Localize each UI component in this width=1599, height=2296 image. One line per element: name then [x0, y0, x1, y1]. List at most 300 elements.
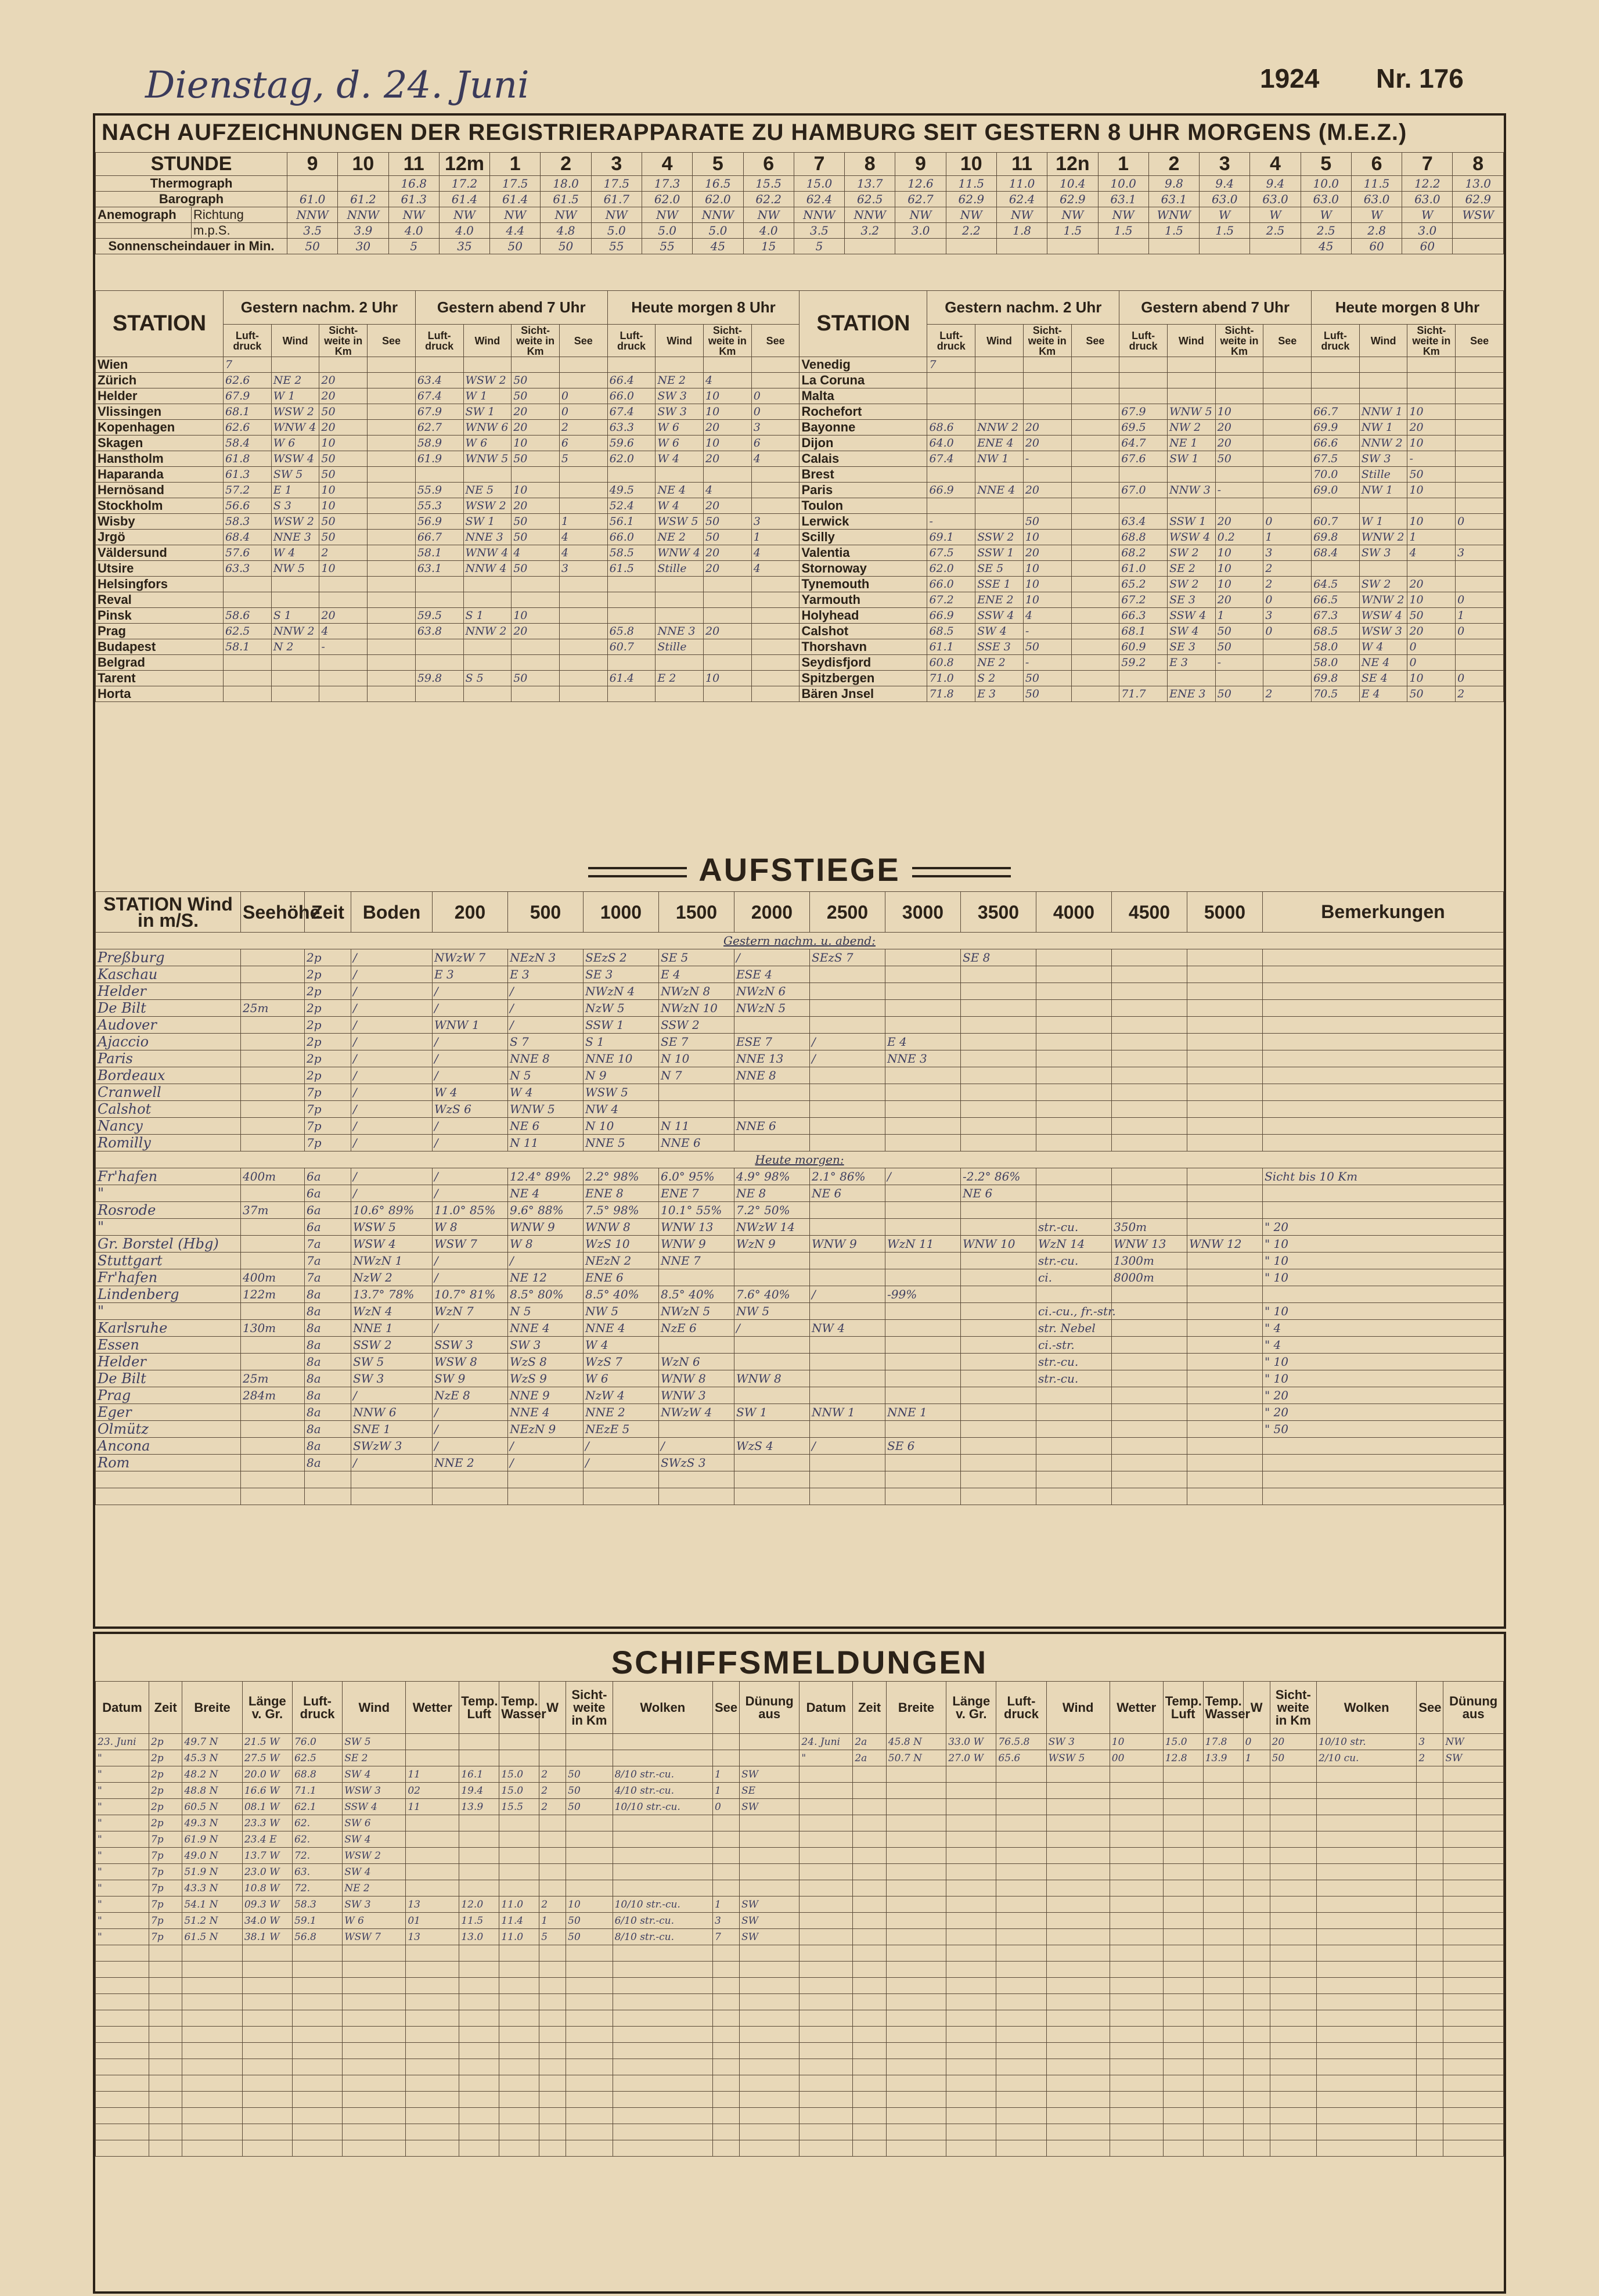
observation-value: 10	[512, 608, 560, 624]
aufstieg-value	[1187, 1337, 1263, 1354]
aufstiege-column-header: Boden	[351, 892, 433, 933]
page-date: Dienstag, d. 24. Juni	[145, 64, 530, 107]
aufstieg-value	[1112, 1455, 1187, 1471]
ship-value: 7	[713, 1929, 740, 1945]
ship-value	[406, 2140, 459, 2157]
aufstieg-value: str.-cu.	[1036, 1370, 1112, 1387]
ship-report-row	[96, 1783, 1504, 1799]
observation-value: W 6	[271, 436, 319, 451]
ship-value	[1317, 2092, 1417, 2108]
ship-value	[996, 1994, 1046, 2010]
aufstieg-value: /	[433, 1067, 508, 1084]
hour-header: 1	[1098, 153, 1148, 176]
aufstieg-value	[885, 1067, 961, 1084]
hourly-value: 4.4	[490, 223, 541, 239]
observation-value: 62.7	[415, 420, 463, 436]
ship-value	[800, 1815, 853, 1831]
observation-value: 2	[1263, 561, 1312, 577]
ship-value	[1203, 1799, 1243, 1815]
ship-value	[406, 2010, 459, 2027]
ship-value	[499, 2059, 539, 2075]
observation-value	[1456, 530, 1504, 545]
ship-value	[1046, 1896, 1110, 1913]
hourly-value: 45	[693, 239, 743, 254]
aufstieg-value: WNW 13	[659, 1219, 734, 1236]
aufstieg-value	[885, 1387, 961, 1404]
hourly-value: 5	[794, 239, 844, 254]
hourly-value: 62.0	[693, 192, 743, 207]
station-row	[96, 577, 1504, 592]
hour-header: 4	[642, 153, 692, 176]
ship-value	[800, 1994, 853, 2010]
aufstieg-value: 6.0° 95%	[659, 1168, 734, 1185]
observation-value	[927, 388, 975, 404]
observation-value: 50	[512, 388, 560, 404]
aufstieg-value: 10.1° 55%	[659, 1202, 734, 1219]
aufstieg-value	[1036, 1185, 1112, 1202]
observation-value: 4	[1407, 545, 1456, 561]
ship-value	[886, 1994, 946, 2010]
station-row	[96, 530, 1504, 545]
aufstieg-value: NzW 5	[584, 1000, 659, 1017]
ship-value	[182, 2027, 242, 2043]
ship-value	[539, 2010, 566, 2027]
hour-header: 11	[388, 153, 439, 176]
ship-value	[613, 1750, 712, 1766]
aufstieg-value	[961, 1438, 1036, 1455]
ship-value	[1417, 1766, 1443, 1783]
observation-value: 55.3	[415, 498, 463, 514]
aufstieg-value: /	[810, 1286, 885, 1303]
ship-value	[96, 2108, 149, 2124]
observation-value	[463, 357, 512, 373]
ship-value	[459, 1734, 499, 1750]
section-label: Heute morgen:	[96, 1151, 1504, 1168]
ship-value	[1443, 1945, 1504, 1962]
observation-value: 10	[704, 436, 752, 451]
aufstieg-value: /	[433, 1269, 508, 1286]
empty-cell	[433, 1471, 508, 1488]
ship-value	[1243, 2027, 1270, 2043]
observation-value	[1023, 404, 1071, 420]
aufstieg-value: SSW 2	[659, 1017, 734, 1034]
observation-value: 67.9	[415, 404, 463, 420]
ship-value	[1443, 1831, 1504, 1848]
ship-value	[1270, 2108, 1316, 2124]
ships-column-header: Sicht-weite in Km	[1270, 1682, 1316, 1734]
aufstieg-value	[241, 1219, 305, 1236]
ship-value	[1270, 2010, 1316, 2027]
empty-cell	[508, 1488, 584, 1505]
station-name: Rom	[96, 1455, 241, 1471]
ship-value	[1270, 1896, 1316, 1913]
ship-value	[566, 2124, 613, 2140]
ship-value	[459, 2092, 499, 2108]
empty-cell	[1112, 1488, 1187, 1505]
hourly-value: NNW	[693, 207, 743, 223]
ship-value	[1443, 2108, 1504, 2124]
ships-column-header: Sicht-weite in Km	[566, 1682, 613, 1734]
observation-value: 66.0	[607, 388, 656, 404]
ship-value: 50.7 N	[886, 1750, 946, 1766]
observation-value: W 4	[1359, 639, 1407, 655]
aufstieg-value	[241, 1337, 305, 1354]
aufstieg-value: WSW 7	[433, 1236, 508, 1253]
hourly-value	[1047, 239, 1098, 254]
ship-value	[1046, 2010, 1110, 2027]
observation-value	[1071, 436, 1119, 451]
aufstieg-value	[1263, 1438, 1504, 1455]
hour-header: 8	[1453, 153, 1504, 176]
station-name: Fr'hafen	[96, 1269, 241, 1286]
observation-value: 50	[319, 530, 368, 545]
ship-report-row	[96, 1766, 1504, 1783]
observation-value: 20	[704, 561, 752, 577]
aufstieg-row	[96, 1370, 1504, 1387]
aufstieg-value: WNW 12	[1187, 1236, 1263, 1253]
ship-value	[182, 1994, 242, 2010]
observation-value: NNW 2	[1359, 436, 1407, 451]
observation-value: 2	[1456, 686, 1504, 702]
ship-value	[539, 1880, 566, 1896]
observation-value	[559, 624, 607, 639]
station-name: Prag	[96, 624, 224, 639]
observation-value	[1263, 483, 1312, 498]
observation-value	[1167, 498, 1215, 514]
ship-value	[566, 2075, 613, 2092]
hourly-row	[96, 192, 1504, 207]
hourly-value: 62.5	[845, 192, 895, 207]
aufstieg-value: 7p	[305, 1101, 351, 1118]
observation-value	[1167, 373, 1215, 388]
ship-value	[1203, 1978, 1243, 1994]
aufstieg-value: SW 3	[351, 1370, 433, 1387]
observation-value: 2	[1263, 686, 1312, 702]
ship-value	[946, 1929, 996, 1945]
observation-value	[1071, 530, 1119, 545]
ship-value	[1443, 2075, 1504, 2092]
ship-value	[886, 1945, 946, 1962]
station-name: Horta	[96, 686, 224, 702]
ship-value: SW	[739, 1799, 799, 1815]
aufstieg-value: WSW 8	[433, 1354, 508, 1370]
ship-value	[499, 1815, 539, 1831]
aufstieg-value: 8a	[305, 1286, 351, 1303]
ship-value	[800, 2075, 853, 2092]
station-name: Stockholm	[96, 498, 224, 514]
aufstieg-value	[1187, 1118, 1263, 1135]
aufstieg-value: /	[810, 1438, 885, 1455]
aufstieg-value	[1036, 983, 1112, 1000]
hourly-value: 62.0	[642, 192, 692, 207]
aufstieg-value	[1112, 1404, 1187, 1421]
ship-value	[739, 2124, 799, 2140]
ship-value	[1046, 1962, 1110, 1978]
ship-value	[1110, 1799, 1163, 1815]
ship-report-row	[96, 2140, 1504, 2157]
observation-value: 58.1	[415, 545, 463, 561]
observation-value: SSW 1	[1167, 514, 1215, 530]
ship-value: 62.	[293, 1815, 343, 1831]
aufstieg-value	[961, 1421, 1036, 1438]
empty-cell	[810, 1471, 885, 1488]
hour-header: 5	[693, 153, 743, 176]
observation-value	[1119, 388, 1168, 404]
station-row	[96, 388, 1504, 404]
ship-value: 43.3 N	[182, 1880, 242, 1896]
ship-value	[459, 1848, 499, 1864]
observation-value: S 2	[975, 671, 1024, 686]
observation-value: NNE 3	[271, 530, 319, 545]
aufstieg-value	[1112, 1000, 1187, 1017]
aufstieg-value: " 20	[1263, 1387, 1504, 1404]
ship-value	[293, 2059, 343, 2075]
ship-value: 2p	[149, 1815, 182, 1831]
observation-value	[704, 592, 752, 608]
hourly-row-label: Anemograph	[96, 207, 192, 223]
ship-value	[800, 1880, 853, 1896]
aufstieg-value	[1187, 1455, 1263, 1471]
observation-value: 62.5	[224, 624, 272, 639]
hourly-value: 9.4	[1200, 176, 1250, 192]
ship-value	[293, 2027, 343, 2043]
aufstieg-value: /	[351, 966, 433, 983]
ship-value	[1163, 1978, 1203, 1994]
aufstieg-value	[885, 1000, 961, 1017]
aufstieg-value	[810, 1135, 885, 1151]
aufstieg-value: /	[351, 1118, 433, 1135]
observation-value: 20	[1023, 420, 1071, 436]
station-row	[96, 639, 1504, 655]
ship-value	[1317, 2124, 1417, 2140]
ships-column-header: Dünung aus	[1443, 1682, 1504, 1734]
ship-value	[1163, 2092, 1203, 2108]
ship-value	[1317, 2075, 1417, 2092]
observation-value	[1071, 498, 1119, 514]
observation-value	[1359, 498, 1407, 514]
aufstieg-value	[810, 1101, 885, 1118]
observation-value: E 3	[1167, 655, 1215, 671]
aufstieg-value	[961, 1050, 1036, 1067]
aufstieg-value: WNW 9	[659, 1236, 734, 1253]
aufstieg-value	[1112, 966, 1187, 983]
observation-value: 20	[512, 420, 560, 436]
ship-value: "	[96, 1880, 149, 1896]
hour-header: 10	[338, 153, 388, 176]
hourly-value: NW	[743, 207, 794, 223]
aufstieg-value	[810, 1202, 885, 1219]
ship-value	[1163, 2075, 1203, 2092]
aufstieg-value: /	[584, 1455, 659, 1471]
observation-value	[463, 592, 512, 608]
ship-value: 10	[566, 1896, 613, 1913]
aufstieg-value	[885, 1253, 961, 1269]
ship-value	[1243, 1864, 1270, 1880]
observation-value	[751, 483, 800, 498]
observation-value: SSE 3	[975, 639, 1024, 655]
ship-value	[182, 2108, 242, 2124]
observation-value: 0	[1263, 514, 1312, 530]
aufstieg-value	[1187, 1101, 1263, 1118]
aufstieg-value: NEzN 9	[508, 1421, 584, 1438]
aufstieg-value	[734, 1017, 810, 1034]
ship-value	[853, 1848, 886, 1864]
ship-value	[1203, 1929, 1243, 1945]
aufstieg-value: 7.2° 50%	[734, 1202, 810, 1219]
observation-value: 67.6	[1119, 451, 1168, 467]
ship-value	[499, 1978, 539, 1994]
hourly-value: 15.5	[743, 176, 794, 192]
aufstieg-value: NWzN 4	[584, 983, 659, 1000]
aufstieg-value	[1036, 1455, 1112, 1471]
ship-value: 61.9 N	[182, 1831, 242, 1848]
observation-value: S 1	[463, 608, 512, 624]
ship-value: 49.7 N	[182, 1734, 242, 1750]
observation-value	[415, 577, 463, 592]
hourly-value: 60	[1402, 239, 1453, 254]
observation-value	[1071, 624, 1119, 639]
observation-value: NNW 1	[1359, 404, 1407, 420]
ship-value	[996, 1962, 1046, 1978]
observation-value	[975, 357, 1024, 373]
aufstieg-value	[1187, 983, 1263, 1000]
observation-value: 66.7	[1312, 404, 1360, 420]
station-name: Stornoway	[800, 561, 927, 577]
aufstieg-value	[961, 1034, 1036, 1050]
observation-value	[607, 577, 656, 592]
ship-value	[886, 1799, 946, 1815]
aufstieg-value	[1187, 1219, 1263, 1236]
ship-value	[800, 2108, 853, 2124]
aufstieg-value: NE 12	[508, 1269, 584, 1286]
observation-value: 58.1	[224, 639, 272, 655]
observation-value	[751, 624, 800, 639]
hour-header: 3	[591, 153, 642, 176]
aufstiege-column-header: 1000	[584, 892, 659, 933]
observation-value: -	[319, 639, 368, 655]
ship-value	[1243, 1913, 1270, 1929]
ship-value	[1203, 2092, 1243, 2108]
aufstieg-row	[96, 1000, 1504, 1017]
aufstieg-value: WzN 9	[734, 1236, 810, 1253]
station-name: Venedig	[800, 357, 927, 373]
aufstieg-value: 2p	[305, 966, 351, 983]
ship-value	[1163, 1945, 1203, 1962]
ship-value	[613, 1978, 712, 1994]
time-group-header: Heute morgen 8 Uhr	[1312, 291, 1504, 325]
ship-value: 2p	[149, 1750, 182, 1766]
station-name: Ancona	[96, 1438, 241, 1455]
ship-value	[539, 1978, 566, 1994]
observation-value: WSW 5	[656, 514, 704, 530]
observation-value: SW 3	[1359, 451, 1407, 467]
observation-value: NNE 4	[975, 483, 1024, 498]
ship-value	[946, 2027, 996, 2043]
aufstieg-value: 8a	[305, 1421, 351, 1438]
observation-value: 63.4	[1119, 514, 1168, 530]
ship-value	[1203, 1848, 1243, 1864]
observation-value: E 2	[656, 671, 704, 686]
ship-value	[800, 1766, 853, 1783]
hourly-value: NNW	[338, 207, 388, 223]
ship-value	[853, 2075, 886, 2092]
aufstieg-value: /	[433, 1438, 508, 1455]
observation-value: 20	[1023, 436, 1071, 451]
aufstieg-value	[961, 1202, 1036, 1219]
aufstieg-value	[885, 1421, 961, 1438]
station-name: Reval	[96, 592, 224, 608]
ship-value	[149, 1978, 182, 1994]
observation-value	[656, 592, 704, 608]
ship-value: 1	[713, 1783, 740, 1799]
observation-value	[368, 451, 416, 467]
ship-value	[96, 2124, 149, 2140]
ship-value	[1417, 2140, 1443, 2157]
ship-value: 02	[406, 1783, 459, 1799]
ship-value: 11.4	[499, 1913, 539, 1929]
hourly-row	[96, 176, 1504, 192]
aufstieg-value	[961, 1303, 1036, 1320]
aufstieg-value	[1112, 1438, 1187, 1455]
observation-value	[1359, 561, 1407, 577]
aufstieg-value	[1112, 1185, 1187, 1202]
hour-header: 9	[287, 153, 338, 176]
hourly-value: 10.4	[1047, 176, 1098, 192]
observation-value: 65.8	[607, 624, 656, 639]
aufstieg-value	[1036, 1168, 1112, 1185]
aufstieg-value	[810, 1303, 885, 1320]
ship-value	[1443, 1766, 1504, 1783]
station-name: De Bilt	[96, 1370, 241, 1387]
hourly-value: 12.2	[1402, 176, 1453, 192]
observation-value: SE 2	[1167, 561, 1215, 577]
aufstieg-value	[1112, 1387, 1187, 1404]
ship-value	[242, 2075, 292, 2092]
aufstieg-value: WSW 5	[584, 1084, 659, 1101]
observation-value: 62.6	[224, 373, 272, 388]
observation-value	[559, 671, 607, 686]
hourly-value: 10.0	[1301, 176, 1351, 192]
ship-value	[539, 1734, 566, 1750]
observation-value	[1312, 388, 1360, 404]
aufstieg-value: W 6	[584, 1370, 659, 1387]
hourly-value: WNW	[1148, 207, 1199, 223]
hourly-value: W	[1402, 207, 1453, 223]
ship-value	[459, 2043, 499, 2059]
aufstieg-value	[241, 1135, 305, 1151]
aufstieg-value	[961, 1118, 1036, 1135]
aufstieg-value: NNE 7	[659, 1253, 734, 1269]
column-header: Luft-druck	[224, 325, 272, 357]
observation-value	[751, 671, 800, 686]
observation-value: S 3	[271, 498, 319, 514]
ship-value	[1243, 1799, 1270, 1815]
aufstieg-value	[810, 1118, 885, 1135]
aufstiege-column-header: 500	[508, 892, 584, 933]
ship-value	[499, 1945, 539, 1962]
aufstieg-row	[96, 1404, 1504, 1421]
station-name: Rosrode	[96, 1202, 241, 1219]
aufstieg-value: WzN 6	[659, 1354, 734, 1370]
ship-value	[853, 2108, 886, 2124]
ship-value: 33.0 W	[946, 1734, 996, 1750]
aufstieg-value	[241, 1067, 305, 1084]
ship-value	[566, 1864, 613, 1880]
ship-value	[996, 1831, 1046, 1848]
aufstieg-value: NE 4	[508, 1185, 584, 1202]
ship-value: 4/10 str.-cu.	[613, 1783, 712, 1799]
observation-value: 10	[1023, 530, 1071, 545]
